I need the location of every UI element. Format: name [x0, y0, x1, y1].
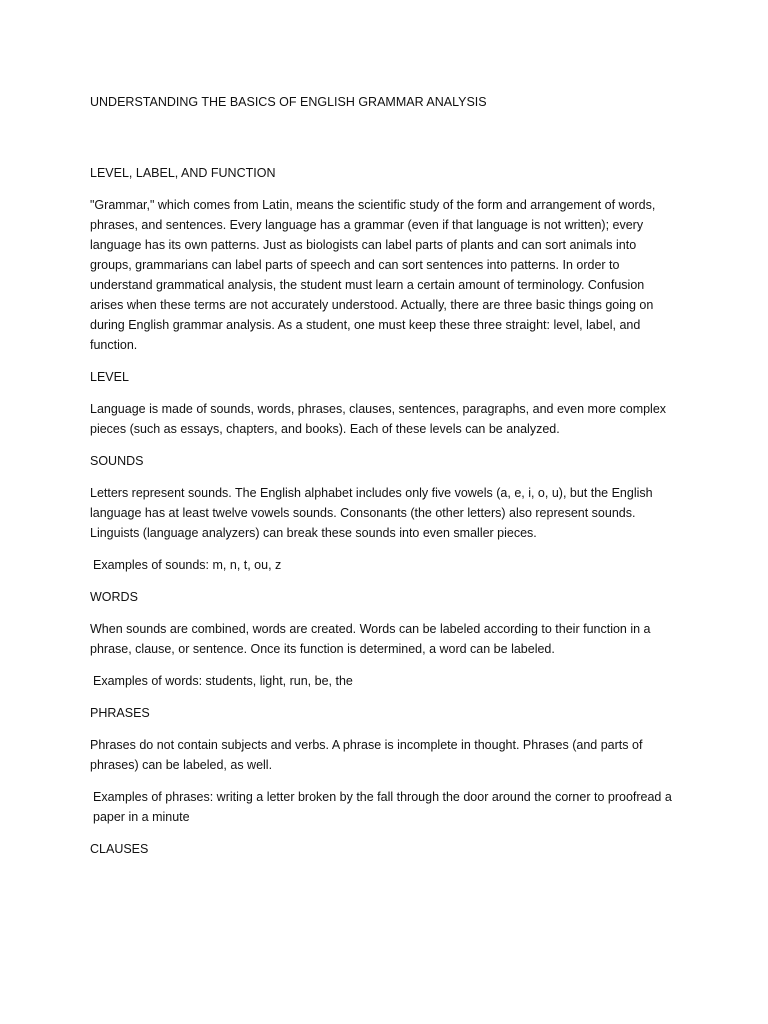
section-heading-words: WORDS — [90, 590, 138, 604]
examples-phrases: Examples of phrases: writing a letter broken by the fall through the door around the corner to proofread a paper in a minute — [93, 790, 672, 824]
document-page — [90, 92, 675, 871]
section-heading-sounds: SOUNDS — [90, 454, 144, 468]
paragraph-phrases: Phrases do not contain subjects and verbs. A phrase is incomplete in thought. Phrases (and parts of phrases) can be labeled, as well. — [90, 738, 643, 772]
paragraph-grammar-intro: "Grammar," which comes from Latin, means the scientific study of the form and arrangement of words, phrases, and sentences. Every language has a grammar (even if that language is not written); every language has its own patterns. Just as biologists can label parts of plants and can sort animals into groups, grammarians can label parts of speech and can sort sentences into patterns. In order to understand grammatical analysis, the student must learn a certain amount of terminology. Confusion arises when these terms are not accurately understood. Actually, there are three basic things going on during English grammar analysis. As a student, one must keep these three straight: level, label, and function. — [90, 198, 656, 352]
section-heading-level: LEVEL — [90, 370, 129, 384]
paragraph-sounds: Letters represent sounds. The English alphabet includes only five vowels (a, e, i, o, u), but the English language has at least twelve vowels sounds. Consonants (the other letters) also represent sounds. Linguists (language analyzers) can break these sounds into even smaller pieces. — [90, 486, 653, 540]
examples-words: Examples of words: students, light, run, be, the — [93, 674, 353, 688]
section-heading-clauses: CLAUSES — [90, 842, 149, 856]
examples-sounds: Examples of sounds: m, n, t, ou, z — [93, 558, 282, 572]
section-heading-level-label-function: LEVEL, LABEL, AND FUNCTION — [90, 166, 276, 180]
paragraph-level: Language is made of sounds, words, phrases, clauses, sentences, paragraphs, and even more complex pieces (such as essays, chapters, and books). Each of these levels can be analyzed. — [90, 402, 667, 436]
document-title: UNDERSTANDING THE BASICS OF ENGLISH GRAMMAR ANALYSIS — [90, 95, 487, 109]
paragraph-words: When sounds are combined, words are created. Words can be labeled according to their function in a phrase, clause, or sentence. Once its function is determined, a word can be labeled. — [90, 622, 651, 656]
section-heading-phrases: PHRASES — [90, 706, 150, 720]
